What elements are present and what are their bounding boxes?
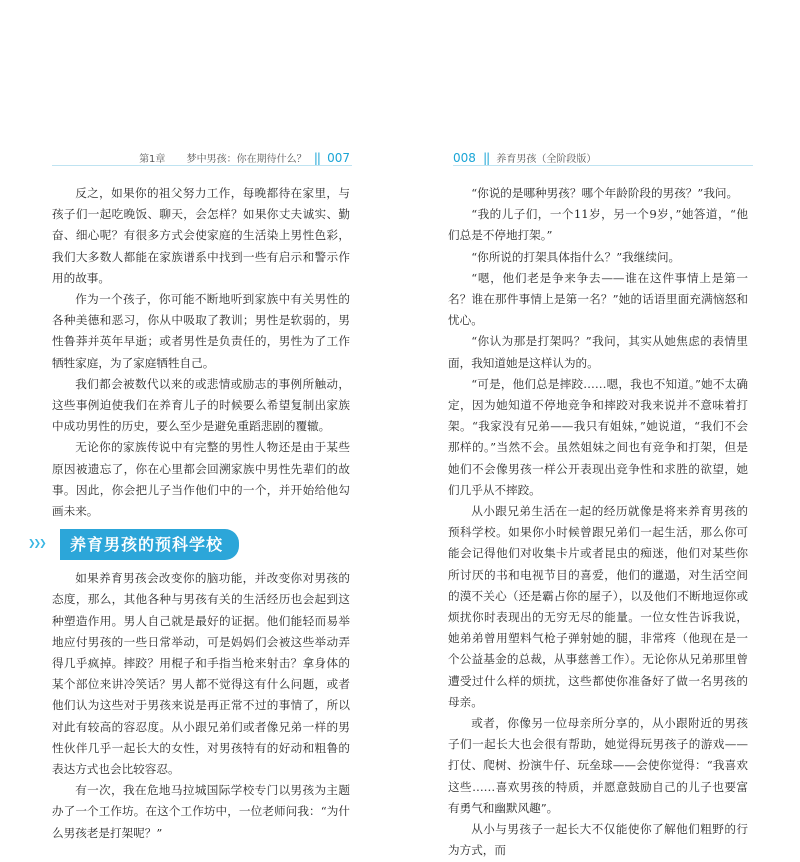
paragraph: 我们都会被数代以来的或悲情或励志的事例所触动，这些事例迫使我们在养育儿子的时候要么希望复制出家族中成功男性的历史，要么至少是避免重蹈悲剧的覆辙。 <box>52 376 350 434</box>
right-body-text <box>448 183 748 862</box>
header-rule <box>52 165 352 166</box>
book-title: 养育男孩（全阶段版） <box>496 154 597 165</box>
paragraph: “你认为那是打架吗？”我问，其实从她焦虑的表情里面，我知道她是这样认为的。 <box>448 334 748 370</box>
paragraph: “可是，他们总是摔跤……嗯，我也不知道。”她不太确定，因为她知道不停地竞争和摔跤对我来说并不意味着打架。“我家没有兄弟——我只有姐妹，”她说道，“我们不会那样的。”当然不会。虽然姐妹之间也有竞争和打架，但是她们不会像男孩一样公开表现出竞争性和求胜的欲望，她们几乎从不摔跤。 <box>448 376 748 497</box>
paragraph: 有一次，我在危地马拉城国际学校专门以男孩为主题办了一个工作坊。在这个工作坊中，一位老师问我：“为什么男孩老是打架呢？” <box>52 783 350 840</box>
paragraph: 如果养育男孩会改变你的脑功能，并改变你对男孩的态度，那么，其他各种与男孩有关的生活经历也会起到这种塑造作用。男人自己就是最好的证据。他们能轻而易举地应付男孩的一些日常举动，可是妈妈们会被这些举动弄得几乎疯掉。摔跤？用棍子和手指当枪来射击？拿身体的某个部位来讲冷笑话？男人都不觉得这有什么问题，或者他们认为这些对于男孩来说是再正常不过的事情了，所以对此有较高的容忍度。从小跟兄弟们或者像兄弟一样的男性伙伴几乎一起长大的女性，对男孩特有的好动和粗鲁的表达方式也会比较容忍。 <box>52 571 350 777</box>
paragraph: “我的儿子们，一个11岁，另一个9岁，”她答道，“他们总是不停地打架。” <box>448 207 748 243</box>
paragraph: 或者，你像另一位母亲所分享的，从小跟附近的男孩子们一起长大也会很有帮助，她觉得玩男孩子的游戏——打仗、爬树、扮演牛仔、玩垒球——会使你觉得：“我喜欢这些……喜欢男孩的特质，并愿意鼓励自己的儿子也要富有勇气和幽默风趣”。 <box>448 716 748 815</box>
paragraph: “嗯，他们老是争来争去——谁在这件事情上是第一名？谁在那件事情上是第一名？”她的话语里面充满恼怒和忧心。 <box>448 270 748 328</box>
right-running-header <box>453 150 596 165</box>
page-number: 008 <box>453 151 476 165</box>
paragraph: 作为一个孩子，你可能不断地听到家族中有关男性的各种美德和恶习，你从中吸取了教训；男性是软弱的，男性鲁莽并英年早逝；或者男性是负责任的，男性为了工作牺牲家庭，为了家庭牺牲自己。 <box>52 292 350 370</box>
paragraph: “你说的是哪种男孩？哪个年龄阶段的男孩？”我问。 <box>471 186 739 200</box>
header-separator: || <box>483 151 490 165</box>
section-heading <box>28 529 350 559</box>
right-page <box>400 0 800 858</box>
paragraph: 从小与男孩子一起长大不仅能使你了解他们粗野的行为方式，而 <box>448 822 748 858</box>
header-separator: || <box>313 151 320 165</box>
paragraph: 反之，如果你的祖父努力工作，每晚都待在家里，与孩子们一起吃晚饭、聊天，会怎样？如果你丈夫诚实、勤奋、细心呢？有很多方式会使家庭的生活染上男性色彩，我们大多数人都能在家族谱系中找到一些有启示和警示作用的故事。 <box>52 186 350 285</box>
left-body-text <box>28 183 350 844</box>
paragraph: 从小跟兄弟生活在一起的经历就像是将来养育男孩的预科学校。如果你小时候曾跟兄弟们一起生活，那么你可能会记得他们对收集卡片或者昆虫的痴迷，他们对某些你所讨厌的书和电视节目的喜爱，他们的邋遢，对生活空间的漠不关心（还是霸占你的屋子），以及他们不断地逗你或烦扰你时表现出的无穷无尽的能量。一位女性告诉我说，她弟弟曾用塑料气枪子弹射她的腿，非常疼（他现在是一个公益基金的总裁，从事慈善工作）。无论你从兄弟那里曾遭受过什么样的烦扰，这些都使你准备好了做一名男孩的母亲。 <box>448 504 748 709</box>
chapter-label: 第1章 <box>139 154 166 165</box>
left-running-header <box>139 150 350 165</box>
chevron-right-icon: ❯❯❯ <box>28 538 45 549</box>
section-heading-label: 养育男孩的预科学校 <box>60 529 239 560</box>
paragraph: 无论你的家族传说中有完整的男性人物还是由于某些原因被遗忘了，你在心里都会回溯家族中男性先辈们的故事。因此，你会把儿子当作他们中的一个，并开始给他勾画未来。 <box>52 440 350 519</box>
left-page <box>0 0 400 840</box>
header-rule <box>453 165 753 166</box>
paragraph: “你所说的打架具体指什么？”我继续问。 <box>471 249 681 264</box>
chapter-title: 梦中男孩：你在期待什么？ <box>186 154 307 165</box>
page-number: 007 <box>327 151 350 165</box>
